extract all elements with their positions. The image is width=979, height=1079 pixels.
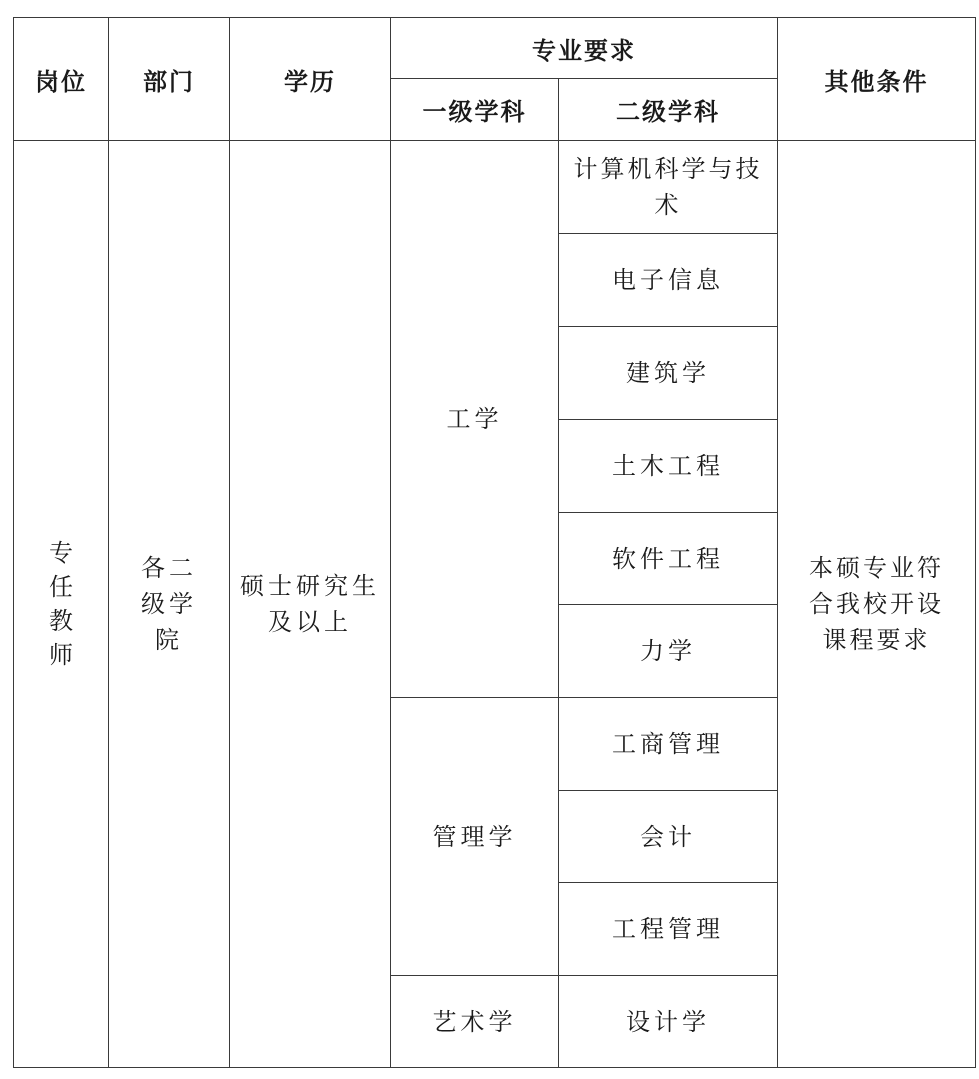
header-first-level-discipline: 一级学科 (391, 79, 559, 141)
first-level-management: 管理学 (391, 698, 559, 976)
header-other-conditions: 其他条件 (778, 18, 976, 141)
second-level-mechanics: 力学 (559, 605, 778, 698)
first-level-arts: 艺术学 (391, 976, 559, 1068)
header-major-requirement: 专业要求 (391, 18, 778, 79)
education-value: 硕士研究生及以上 (240, 572, 380, 636)
second-level-civil-engineering: 土木工程 (559, 420, 778, 513)
department-cell (109, 141, 230, 1068)
other-conditions-cell (778, 141, 976, 1068)
position-cell (14, 141, 109, 1068)
position-value: 专任教师 (49, 538, 73, 669)
education-cell (230, 141, 391, 1068)
second-level-business-admin: 工商管理 (559, 698, 778, 791)
header-education: 学历 (230, 18, 391, 141)
recruitment-requirements-table (13, 17, 976, 1068)
department-value: 各二级学院 (141, 554, 197, 654)
second-level-electronic-info: 电子信息 (559, 234, 778, 327)
header-department: 部门 (109, 18, 230, 141)
second-level-computer-science: 计算机科学与技术 (573, 155, 763, 219)
first-level-engineering: 工学 (391, 141, 559, 698)
other-conditions-value: 本硕专业符合我校开设课程要求 (809, 554, 944, 654)
second-level-engineering-management: 工程管理 (559, 883, 778, 976)
second-level-software-engineering: 软件工程 (559, 513, 778, 605)
second-level-cell (559, 141, 778, 234)
header-second-level-discipline: 二级学科 (559, 79, 778, 141)
second-level-architecture: 建筑学 (559, 327, 778, 420)
second-level-accounting: 会计 (559, 791, 778, 883)
header-position: 岗位 (14, 18, 109, 141)
second-level-design: 设计学 (559, 976, 778, 1068)
